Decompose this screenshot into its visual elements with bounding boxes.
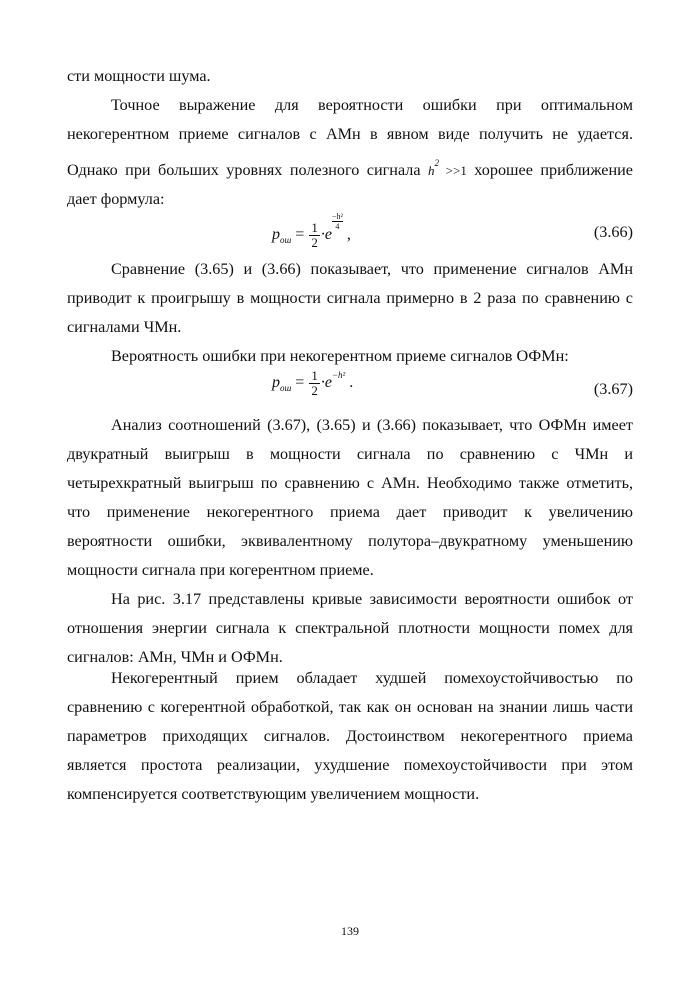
paragraph-text: хорошее приближение дает формула:: [67, 161, 633, 208]
paragraph-text: Некогерентный прием обладает худшей помехоустойчивостью по сравнению с когерентной обработкой, так как он основан на знании лишь части параметров приходящих сигналов. Достоинством некогерентного приема является простота реализации, ухудшение помехоустойчивости при этом компенсируется соответствующим увеличением мощности.: [67, 669, 633, 803]
inline-condition: $h^2 >>1$: [428, 158, 467, 178]
paragraph-ofmn-intro: [67, 342, 633, 371]
paragraph-text: Сравнение (3.65) и (3.66) показывает, что применение сигналов АМн приводит к проигрышу в мощности сигнала примерно в 2 раза по сравнению с сигналами ЧМн.: [67, 260, 633, 336]
paragraph-analysis: [67, 411, 633, 585]
paragraph-text: сти мощности шума.: [67, 67, 211, 85]
paragraph-text: Точное выражение для вероятности ошибки при оптимальном некогерентном приеме сигналов с АМн в явном виде получить не удается. Однако при больших уровнях полезного сигнала: [67, 96, 633, 179]
paragraph-conclusion: [67, 664, 633, 809]
formula-expression: $p_{ош}$ = $\frac{1}{2}$ ·e $\frac{\text{−h²}}{4}$ ,: [272, 212, 351, 250]
paragraph-continuation: [67, 62, 633, 91]
fraction: $\frac{1}{2}$: [311, 219, 318, 250]
formula-expression: $p_{ош}$ = $\frac{1}{2}$ $\cdot e^{-h^2}$ .: [272, 368, 354, 398]
paragraph-intro-formula: [67, 91, 633, 214]
page-number: 139: [341, 924, 359, 938]
equation-number: (3.67): [593, 380, 633, 398]
paragraph-text: Вероятность ошибки при некогерентном приеме сигналов ОФМн:: [111, 347, 569, 365]
fraction: $\frac{1}{2}$: [311, 368, 318, 398]
paragraph-figure-ref: [67, 585, 633, 672]
equation-number: (3.66): [593, 223, 633, 241]
paragraph-text: Анализ соотношений (3.67), (3.65) и (3.66) показывает, что ОФМн имеет двукратный выигрыш в мощности сигнала по сравнению с ЧМн и четырехкратный выигрыш по сравнению с АМн. Необходимо также отметить, что применение некогерентного приема дает приводит к увеличению вероятности ошибки, эквивалентному полутора–двукратному уменьшению мощности сигнала при когерентном приеме.: [67, 416, 633, 579]
exponent-fraction: $\frac{\text{−h²}}{4}$: [331, 212, 343, 231]
formula-3-66: [67, 212, 633, 252]
paragraph-comparison: [67, 255, 633, 342]
paragraph-text: На рис. 3.17 представлены кривые зависимости вероятности ошибок от отношения энергии сигнала к спектральной плотности мощности помех для сигналов: АМн, ЧМн и ОФМн.: [67, 590, 633, 666]
formula-3-67: [67, 369, 633, 409]
